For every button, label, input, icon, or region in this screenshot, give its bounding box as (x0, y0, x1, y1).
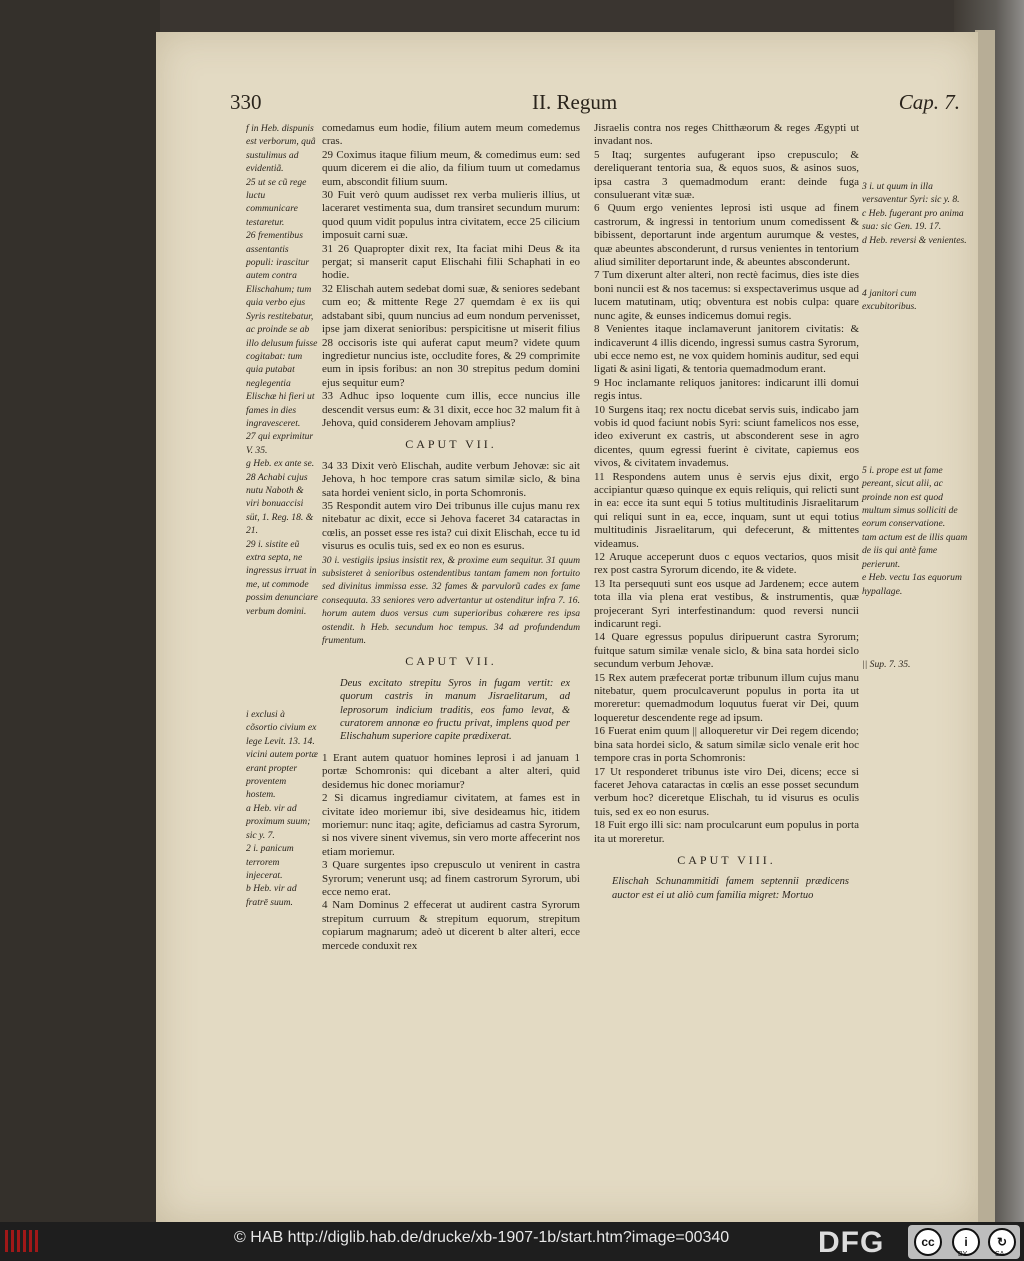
source-link[interactable]: © HAB http://diglib.hab.de/drucke/xb-1907-1b/start.htm?image=00340 (234, 1229, 730, 1246)
verse-paragraph: 5 Itaq; surgentes aufugerant ipso crepusculo; & dereliquerant tentoria sua, & equos suos, & asinos suos, ipsa castra 3 quemadmodum erant: deinde fuga consuluerant vitæ suæ. (594, 148, 859, 202)
margin-note: 5 i. prope est ut fame pereant, sicut alii, ac proinde non est quod multum simus solliciti de eorum conservatione. (862, 464, 958, 530)
margin-note: 25 ut se cũ rege luctu communicare testaretur. (246, 176, 307, 228)
book-page (156, 32, 978, 1222)
page-edge (975, 30, 995, 1222)
margin-note: g Heb. ex ante se. (246, 458, 315, 470)
margin-note: || Sup. 7. 35. (862, 658, 911, 670)
verse-paragraph: 13 Ita persequuti sunt eos usque ad Jardenem; ecce autem tota illa via plena erat vestibus, & instrumentis, quæ projecerant Syri interfestinandum: quod reversi nuncii indicarunt regi. (594, 577, 859, 631)
verse-paragraph: 1 Erant autem quatuor homines leprosi i ad januam 1 portæ Schomronis: qui dicebant a alter alteri, quid desidemus hic donec moriamur? (322, 751, 580, 791)
margin-note: 26 frementibus assentantis populi: irascitur autem contra Elischahum; tum quia verbo ejus Syris restitebatur, ac proinde se ab illo delusum fuisse cogitabat: tum quia putabat neglegentia Elischæ hi fieri ut fames in dies ingravesceret. (246, 230, 318, 429)
verse-paragraph: 10 Surgens itaq; rex noctu dicebat servis suis, indicabo jam vobis id quod faciunt nobis Syri: sciunt famelicos nos esse, ideo exiverunt ex castris, ut absconderent sese in agro dicentes, quum egressi fuerint è civitate, capiemus eos vivos, & civitatem invademus. (594, 403, 859, 470)
library-logo-icon (2, 1226, 42, 1256)
license-sa-label: SA (995, 1251, 1005, 1258)
verse-paragraph: 11 Respondens autem unus è servis ejus dixit, ergo accipiantur quæso quinque ex equis reliquis, qui relicti sunt in ea: ecce ita sunt equi 5 totius multitudinis Jisraelitarum qui reliqui sunt in ea, ecce, inquam, sunt ut equi totius multitudinis Jisraelitarum, qui defecerunt, & mittentes videamus. (594, 470, 859, 550)
margin-note: b Heb. vir ad fratrē suum. (246, 883, 297, 908)
scan-background-left (0, 0, 160, 1222)
margin-note: tam actum est de illis quam de iis qui antè fame perierunt. (862, 531, 968, 570)
chapter-summary: Deus excitato strepitu Syros in fugam vertit: ex quorum castris in manum Jisraelitarum, ad leprosorum indicium traditis, eos famo levat, & curatorem annonæ eo fructu privat, implens quod per Elischahum superiore capite prædixerat. (340, 677, 570, 743)
page-number: 330 (230, 90, 262, 114)
verse-paragraph: 7 Tum dixerunt alter alteri, non rectè facimus, dies iste dies boni nuncii est & nos tacemus: si exspectaverimus usque ad lucem matutinam, utiq; obventura est nobis culpa: quare nunc agite, & eunses indicemus domui regis. (594, 269, 859, 322)
margin-note: d Heb. reversi & venientes. (862, 234, 967, 246)
margin-note: e Heb. vectu 1as equorum hypallage. (862, 572, 962, 597)
caput-heading: CAPUT VIII. (677, 852, 776, 867)
left-margin-notes (246, 122, 318, 909)
margin-note: 2 i. panicum terrorem injecerat. (246, 843, 294, 881)
margin-note: 4 janitori cum excubitoribus. (862, 288, 917, 313)
verse-paragraph: 14 Quare egressus populus diripuerunt castra Syrorum; fuitque satum similæ venale siclo, & bina sata hordei siclo secundum verbum Jehovæ. (594, 631, 859, 671)
chapter-heading: Cap. 7. (898, 90, 960, 114)
verse-paragraph: comedamus eum hodie, filium autem meum comedemus cras. (322, 122, 580, 148)
verse-paragraph: 17 Ut responderet tribunus iste viro Dei, dicens; ecce si faceret Jehova cataractas in cœlis an esse posset secundum verbum hoc? diceretque Elischah, tu id visurus es oculis tuis, sed ex eo non esurus. (594, 765, 859, 818)
verse-paragraph: Jisraelis contra nos reges Chitthæorum & reges Ægypti ut invadant nos. (594, 122, 859, 148)
margin-note: i exclusi à cõsortio civium ex lege Levit. 13. 14. vicini autem portæ erant propter proventem hostem. (246, 709, 318, 801)
verse-paragraph: 33 Adhuc ipso loquente cum illis, ecce nuncius ille descendit versus eum: & 31 dixit, ecce hoc 32 malum fit à Jehova, quid considerem Jehovam amplius? (322, 390, 580, 429)
attribution-icon: i (952, 1228, 980, 1256)
margin-note: f in Heb. dispunis est verborum, quâ sustulimus ad evidentiã. (246, 123, 316, 175)
verse-paragraph: 34 33 Dixit verò Elischah, audite verbum Jehovæ: sic ait Jehova, h hoc tempore cras satum similæ siclo, & bina sata hordei venient siclo, in porta Schomronis. (322, 459, 580, 499)
right-text-column (594, 122, 859, 910)
verse-paragraph: 32 Elischah autem sedebat domi suæ, & seniores sedebant cum eo; & mittente Rege 27 quemdam è ex iis qui adstabant sibi, quum nuncius ad eum nondum pervenisset, ipse jam dixerat senioribus: perspicitisne ut miserit filius 28 occisoris iste qui auferat caput meum? videte quum ingredietur nuncius iste, occludite fores, & 29 comprimite eum in ipsis foribus: an non 30 strepitus pedum domini ejus sequitur eum? (322, 282, 580, 389)
caput-heading: CAPUT VII. (405, 437, 497, 452)
license-by-label: BY (958, 1251, 968, 1258)
verse-paragraph: 4 Nam Dominus 2 effecerat ut audirent castra Syrorum strepitum curruum & strepitum equorum, strepitum copiarum magnarum; adeò ut dicerent b alter alteri, ecce mercede conduxit rex (322, 899, 580, 952)
right-margin-notes (862, 180, 970, 671)
running-title: II. Regum (532, 90, 618, 114)
cc-license-icon[interactable] (908, 1225, 1020, 1259)
margin-note: 3 i. ut quum in illa versaventur Syri: sic y. 8. (862, 181, 960, 206)
verse-paragraph: 6 Quum ergo venientes leprosi isti usque ad finem castrorum, & ingressi in tentorium unum comedissent & bibissent, deportarunt inde argentum aurumque & vestes, quæ abeuntes absconderunt, d rursus venientes in tentorium aliud similiter deportarunt inde, & abeuntes absconderunt. (594, 202, 859, 269)
share-alike-icon: ↻ (988, 1228, 1016, 1256)
left-text-column (322, 122, 580, 953)
verse-paragraph: 8 Venientes itaque inclamaverunt janitorem civitatis: & indicaverunt 4 illis dicendo, ingressi sumus castra Syrorum, ubi ecce nemo est, ne vox quidem hominis auditur, sed equi ligati & asini ligati, & tentoria quemadmodum erant. (594, 323, 859, 376)
verse-paragraph: 3 Quare surgentes ipso crepusculo ut venirent in castra Syrorum; venerunt usq; ad finem castrorum Syrorum, ubi ecce nemo erat. (322, 859, 580, 898)
margin-note: c Heb. fugerant pro anima sua: sic Gen. 19. 17. (862, 207, 964, 233)
verse-paragraph: 35 Respondit autem viro Dei tribunus ille cujus manu rex nitebatur ac dixit, ecce si Jehova faceret 34 cataractas in cœlis, an posset esse res ista? cui dixit Elischah, ecce tu id visurus es oculis tuis, sed ex eo non es esurus. (322, 499, 580, 553)
verse-paragraph: 2 Si dicamus ingrediamur civitatem, at fames est in civitate ideo moriemur ibi, sive desideamus hic, itidem moriemur: nunc itaq; agite, deficiamus ad castra Syrorum, si nos vivere sinent vivemus, sin vero morte affecerint nos etiam moriemur. (322, 792, 580, 858)
cc-icon: cc (914, 1228, 942, 1256)
margin-note: a Heb. vir ad proximum suum; sic y. 7. (246, 802, 311, 841)
caput-heading: CAPUT VII. (405, 654, 497, 669)
chapter-summary: Elischah Schunammitidi famem septennii prædicens auctor est ei ut aliò cum familia migret: Mortuo (612, 876, 849, 901)
margin-note: 29 i. sistite eũ extra septa, ne ingressus irruat in me, ut commode possim denunciare verbum domini. (246, 538, 318, 617)
verse-paragraph: 12 Aruque acceperunt duos c equos vectarios, quos misit rex post castra Syrorum dicendo, ite & videte. (594, 551, 859, 577)
verse-paragraph: 31 26 Quapropter dixit rex, Ita faciat mihi Deus & ita pergat; si manserit caput Elischahi filii Schaphati in eo hodie. (322, 242, 580, 282)
verse-paragraph: 16 Fuerat enim quum || alloqueretur vir Dei regem dicendo; bina sata hordei siclo, & satum similæ siclo venale erit hoc tempore cras in porta Schomronis: (594, 725, 859, 765)
dfg-logo: DFG (818, 1226, 885, 1259)
verse-paragraph: 18 Fuit ergo illi sic: nam proculcarunt eum populus in porta ita ut moreretur. (594, 819, 859, 845)
margin-note: 28 Achabi cujus nutu Naboth & viri bonuaccisi süt, 1. Reg. 18. & 21. (246, 471, 314, 537)
verse-paragraph: 29 Coximus itaque filium meum, & comedimus eum: sed quum dicerem ei die alio, da filium tuum ut comedamus eum, abscondit filium suum. (322, 148, 580, 188)
footnote-block: 30 i. vestigiis ipsius insistit rex, & proxime eum sequitur. 31 quum subsisteret à senioribus ostendentibus tantam famem non fortuito sed divinitus immissa esse. 32 fames & parvulorũ cades ex fame consequuta. 33 seniores vero advertantur ut ostenditur infra 7. 16. horum autem duos versus cum superioribus cohærere res ipsa ostendit. h Heb. secundum hoc tempus. 34 ad profundendum frumentum. (322, 554, 580, 647)
verse-paragraph: 9 Hoc inclamante reliquos janitores: indicarunt illi domui regis intus. (594, 376, 859, 403)
verse-paragraph: 15 Rex autem præfecerat portæ tribunum illum cujus manu nitebatur, quem proculcaverunt populus in porta ita ut moreretur: quemadmodum loquutus fuerat vir Dei, quum loqueretur descendente rege ad ipsum. (594, 671, 859, 724)
verse-paragraph: 30 Fuit verò quum audisset rex verba mulieris illius, ut laceraret vestimenta sua, dum transiret secundum murum: quod quum vidit populus intra civitatem, ecce 25 cilicium imposuit carni suæ. (322, 189, 580, 242)
margin-note: 27 qui exprimitur V. 35. (246, 431, 314, 456)
